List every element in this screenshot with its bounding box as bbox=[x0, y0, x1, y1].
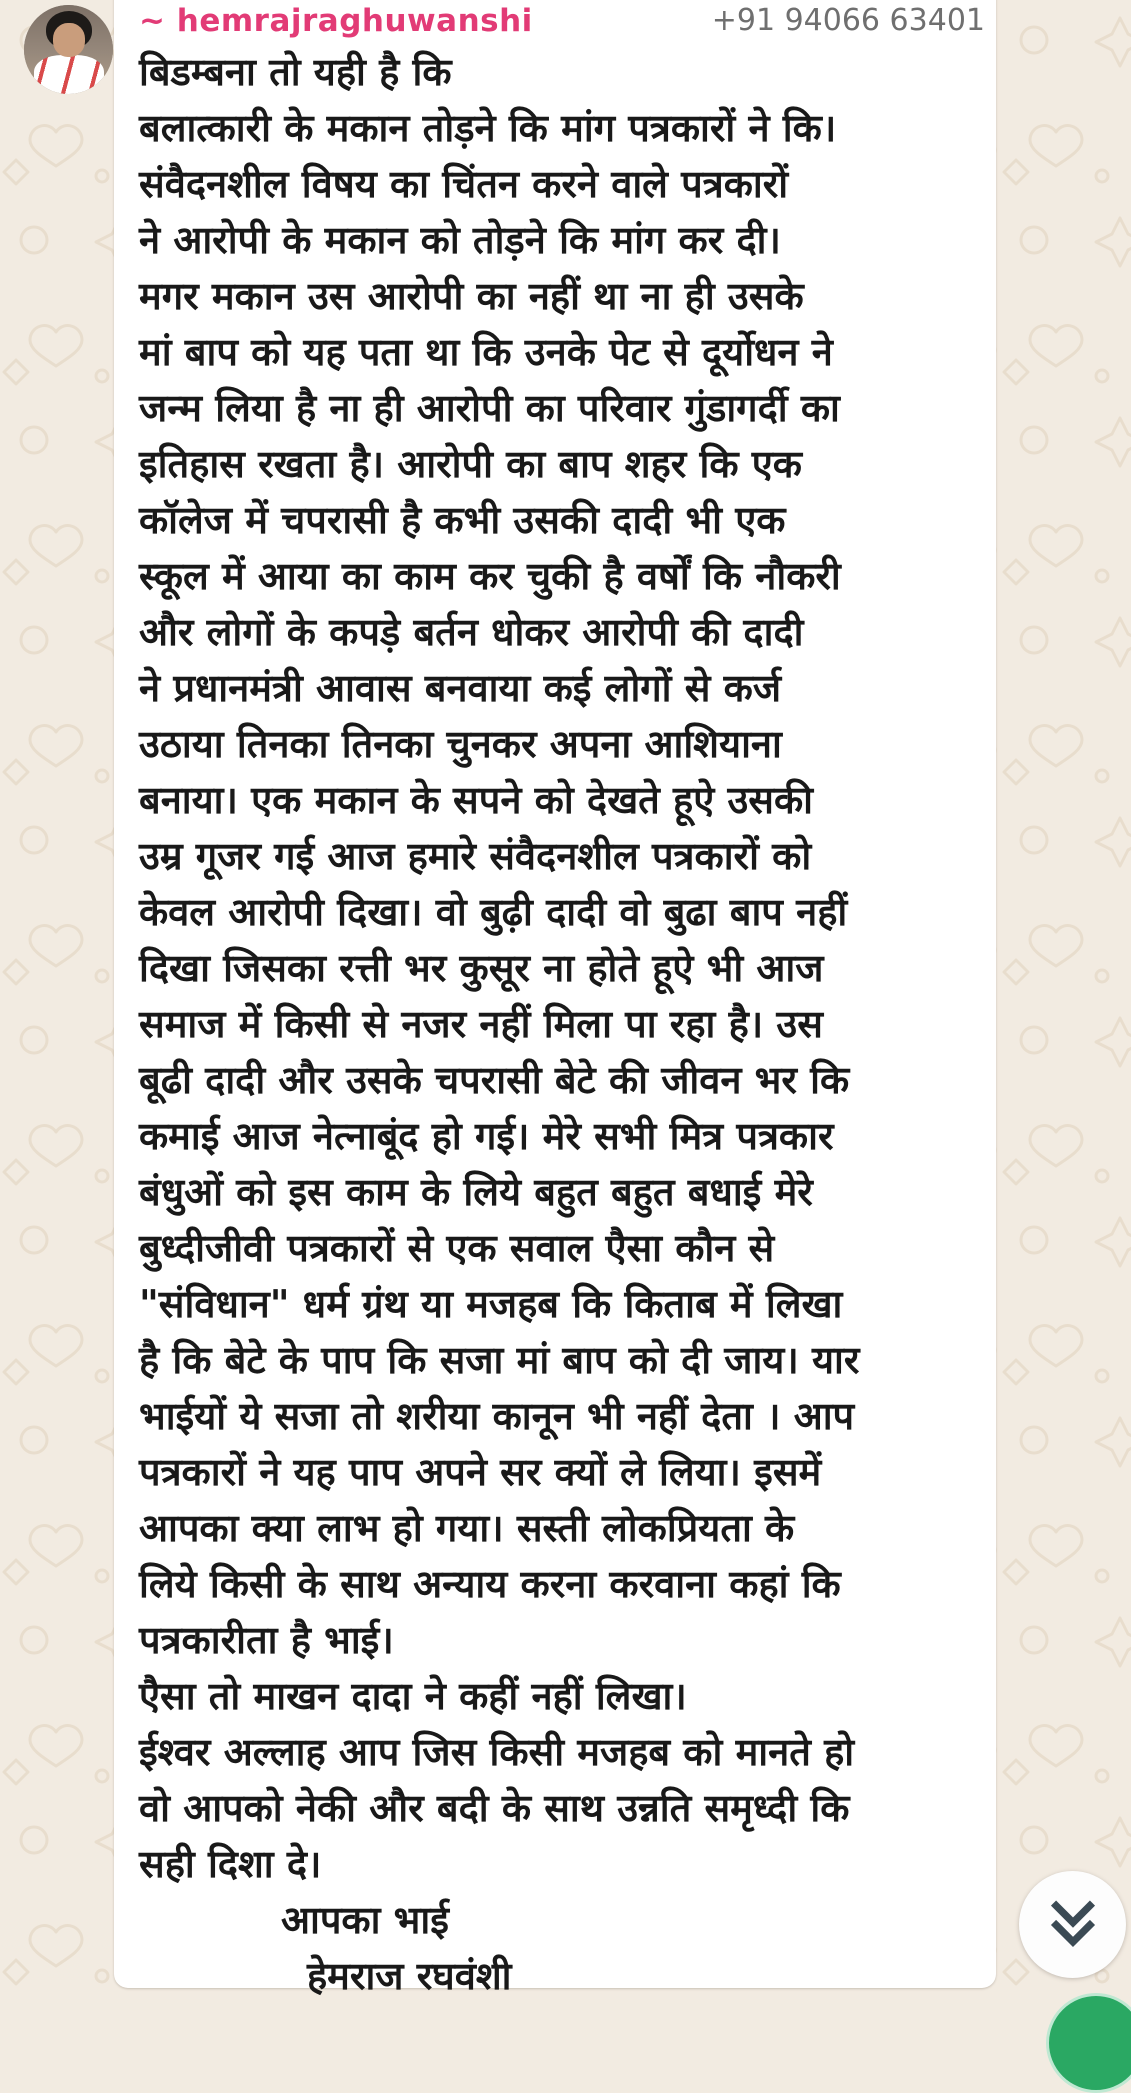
double-chevron-down-icon bbox=[1044, 1895, 1102, 1955]
message-line: बनाया। एक मकान के सपने को देखते हूऐ उसकी bbox=[139, 778, 814, 822]
message-line: उम्र गूजर गई आज हमारे संवैदनशील पत्रकारों को bbox=[139, 834, 812, 878]
message-line: बंधुओं को इस काम के लिये बहुत बहुत बधाई मेरे bbox=[139, 1170, 813, 1214]
message-line: बूढी दादी और उसके चपरासी बेटे की जीवन भर कि bbox=[139, 1058, 850, 1102]
message-line: एैसा तो माखन दादा ने कहीं नहीं लिखा। bbox=[139, 1674, 687, 1718]
message-line: संवैदनशील विषय का चिंतन करने वाले पत्रकारों bbox=[139, 162, 789, 206]
message-line: केवल आरोपी दिखा। वो बुढ़ी दादी वो बुढा बाप नहीं bbox=[139, 890, 848, 934]
green-fab-button[interactable] bbox=[1046, 1993, 1131, 2093]
message-line: भाईयों ये सजा तो शरीया कानून भी नहीं देता । आप bbox=[139, 1394, 855, 1438]
message-line: वो आपको नेकी और बदी के साथ उन्नति समृध्दी कि bbox=[139, 1786, 850, 1830]
message-lines bbox=[139, 44, 987, 1892]
message-line: सही दिशा दे। bbox=[139, 1842, 322, 1886]
message-line: कॉलेज में चपरासी है कभी उसकी दादी भी एक bbox=[139, 498, 786, 542]
message-line: मगर मकान उस आरोपी का नहीं था ना ही उसके bbox=[139, 274, 804, 318]
message-line: कमाई आज नेत्नाबूंद हो गई। मेरे सभी मित्र पत्रकार bbox=[139, 1114, 834, 1158]
message-line: समाज में किसी से नजर नहीं मिला पा रहा है। उस bbox=[139, 1002, 823, 1046]
avatar-photo-face bbox=[53, 23, 85, 57]
scroll-to-bottom-button[interactable] bbox=[1019, 1871, 1126, 1978]
message-line: दिखा जिसका रत्ती भर कुसूर ना होते हूऐ भी आज bbox=[139, 946, 824, 990]
message-line: बुध्दीजीवी पत्रकारों से एक सवाल एैसा कौन से bbox=[139, 1226, 775, 1270]
avatar-photo-torso bbox=[34, 55, 104, 94]
message-line: ईश्वर अल्लाह आप जिस किसी मजहब को मानते हो bbox=[139, 1730, 855, 1774]
message-line: और लोगों के कपड़े बर्तन धोकर आरोपी की दादी bbox=[139, 610, 804, 654]
avatar[interactable] bbox=[24, 5, 113, 94]
message-line: आपका क्या लाभ हो गया। सस्ती लोकप्रियता के bbox=[139, 1506, 795, 1550]
message-signature: हेमराज रघवंशी bbox=[307, 1954, 512, 1998]
message-signoff: आपका भाई bbox=[281, 1898, 449, 1942]
message-header bbox=[139, 2, 985, 44]
message-line: पत्रकारीता है भाई। bbox=[139, 1618, 394, 1662]
message-line: लिये किसी के साथ अन्याय करना करवाना कहां कि bbox=[139, 1562, 841, 1606]
message-line: ने प्रधानमंत्री आवास बनवाया कई लोगों से कर्ज bbox=[139, 666, 782, 710]
message-line: मां बाप को यह पता था कि उनके पेट से दूर्योधन ने bbox=[139, 330, 833, 374]
message-text bbox=[139, 44, 987, 2004]
message-line: जन्म लिया है ना ही आरोपी का परिवार गुंडागर्दी का bbox=[139, 386, 840, 430]
message-line: बलात्कारी के मकान तोड़ने कि मांग पत्रकारों ने कि। bbox=[139, 106, 837, 150]
sender-name[interactable]: ~ hemrajraghuwanshi bbox=[139, 3, 533, 39]
message-line: "संविधान" धर्म ग्रंथ या मजहब कि किताब में लिखा bbox=[139, 1282, 843, 1326]
message-line: है कि बेटे के पाप कि सजा मां बाप को दी जाय। यार bbox=[139, 1338, 860, 1382]
message-line: बिडम्बना तो यही है कि bbox=[139, 50, 452, 94]
message-line: पत्रकारों ने यह पाप अपने सर क्यों ले लिया। इसमें bbox=[139, 1450, 822, 1494]
message-line: उठाया तिनका तिनका चुनकर अपना आशियाना bbox=[139, 722, 782, 766]
message-line: इतिहास रखता है। आरोपी का बाप शहर कि एक bbox=[139, 442, 802, 486]
message-line: स्कूल में आया का काम कर चुकी है वर्षों कि नौकरी bbox=[139, 554, 841, 598]
message-line: ने आरोपी के मकान को तोड़ने कि मांग कर दी। bbox=[139, 218, 781, 262]
sender-phone: +91 94066 63401 bbox=[711, 3, 985, 38]
